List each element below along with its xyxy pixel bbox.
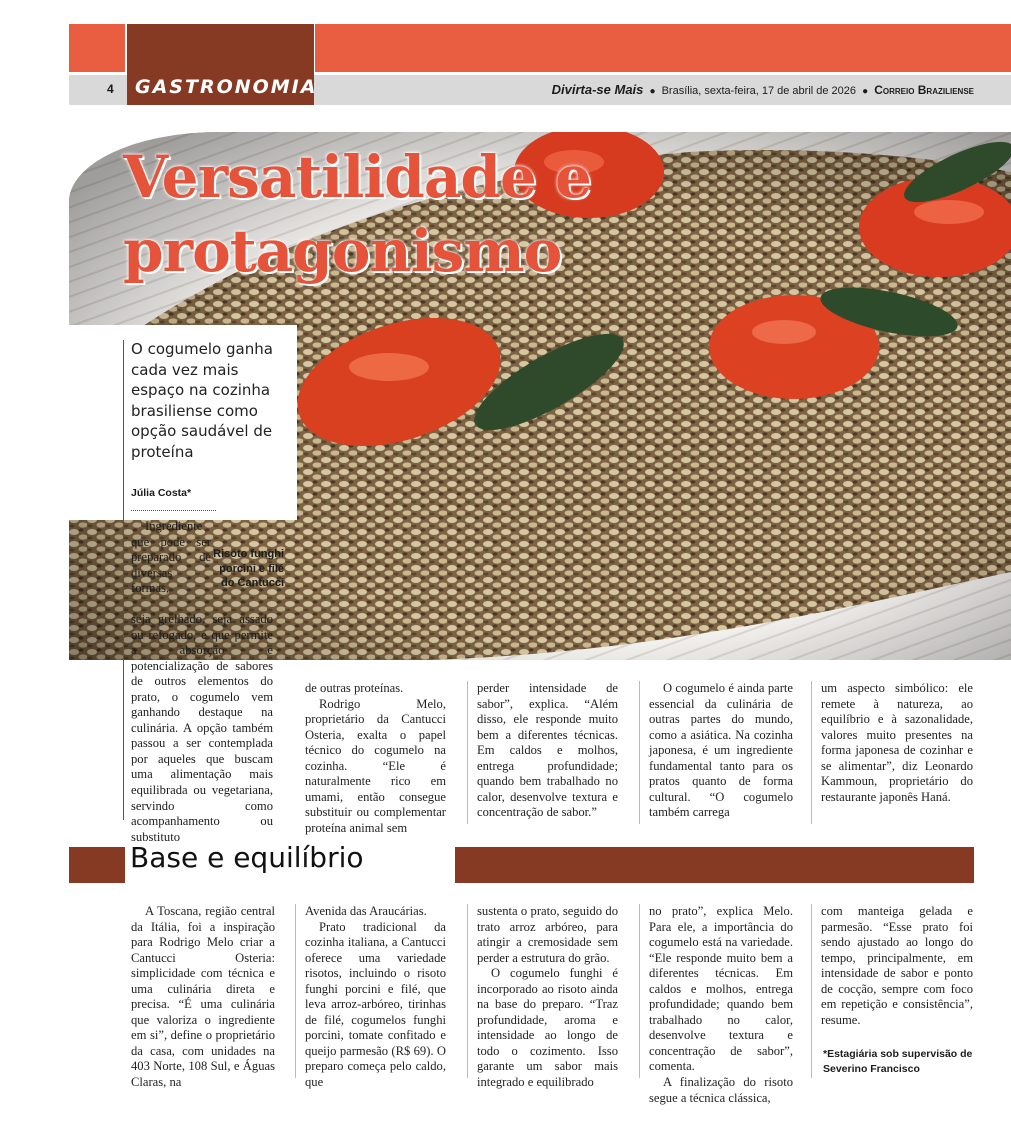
column-divider <box>467 681 468 824</box>
byline-divider <box>131 510 216 511</box>
text-column-b4 <box>649 904 793 1106</box>
bullet-icon: ● <box>649 86 656 97</box>
publication-name: Correio Braziliense <box>874 83 974 97</box>
paragraph: no prato”, explica Melo. Para ele, a importância do cogumelo está na variedade. “Ele responde muito bem a diferentes técnicas. Em caldos e molhos, entrega profundidade; quando bem trabalhado no calor, desenvolve textura e concentração de sabor”, comenta. <box>649 904 793 1074</box>
paragraph: um aspecto simbólico: ele remete à natureza, ao equilíbrio e à sazonalidade, valores muito presentes na forma japonesa de cozinhar e se alimentar”, diz Leonardo Kammoun, proprietário do restaurante japonês Haná. <box>821 681 973 804</box>
paragraph: sustenta o prato, seguido do trato arroz arbóreo, para atingir a cremosidade sem perder a estrutura do grão. <box>477 904 618 965</box>
paragraph: Avenida das Araucárias. <box>305 904 427 918</box>
section-subtitle: Base e equilíbrio <box>130 841 364 874</box>
text-column-b1 <box>131 904 275 1091</box>
lede-start: Ingrediente que pode ser preparado de diversas formas, <box>131 519 211 596</box>
dateline-bar <box>552 82 974 97</box>
text-column-3 <box>477 681 618 821</box>
paragraph: A Toscana, região central da Itália, foi a inspiração para Rodrigo Melo criar a Cantucci Osteria: simplicidade com técnica e uma culinária direta e precisa. “É uma culinária que valoriza o ingrediente em si”, define o proprietário da casa, com unidades na 403 Norte, 108 Sul, e Águas Claras, na <box>131 904 275 1090</box>
header-accent-left <box>69 24 125 72</box>
paragraph: Prato tradicional da cozinha italiana, a Cantucci oferece uma variedade risotos, incluindo o risoto funghi porcini e filé, que leva arroz-arbóreo, tirinhas de filé, cogumelos funghi porcini, tomate confitado e queijo parmesão (R$ 69). O preparo começa pelo caldo, que <box>305 919 446 1090</box>
paragraph: de outras proteínas. <box>305 681 404 695</box>
paragraph: com manteiga gelada e parmesão. “Esse prato foi sendo ajustado ao longo do tempo, principalmente, em intensidade de sabor e ponto de cocção, sempre com foco em repetição e consistência”, resume. <box>821 904 973 1027</box>
headline: Versatilidade e protagonismo <box>123 143 591 285</box>
column-divider <box>811 681 812 824</box>
dateline: Brasília, sexta-feira, 17 de abril de 2026 <box>661 85 857 97</box>
subtitle-band-left <box>69 847 125 883</box>
text-column-b2 <box>305 904 446 1091</box>
paragraph: A finalização do risoto segue a técnica clássica, <box>649 1075 793 1105</box>
section-title: GASTRONOMIA <box>135 76 318 98</box>
supplement-name: Divirta-se Mais <box>551 82 644 97</box>
text-column-2 <box>305 681 446 836</box>
photo-caption: Risoto funghi porcini e filé do Cantucci <box>213 548 284 589</box>
subhead: O cogumelo ganha cada vez mais espaço na cozinha brasiliense como opção saudável de proteína <box>131 340 273 461</box>
paragraph: O cogumelo é ainda parte essencial da culinária de outras partes do mundo, como a asiática. Na cozinha japonesa, é um ingrediente fundamental tanto para os pratos quanto de forma cultural. “O cogumelo também carrega <box>649 681 793 820</box>
column-divider <box>467 904 468 1078</box>
header-accent-right <box>315 24 1011 72</box>
column-divider <box>639 681 640 824</box>
byline: Júlia Costa* <box>131 487 192 499</box>
paragraph: perder intensidade de sabor”, explica. “Além disso, ele responde muito bem a diferentes técnicas. Em caldos e molhos, entrega profundidade; quando bem trabalhado no calor, desenvolve textura e concentração de sabor.” <box>477 681 618 820</box>
text-column-4 <box>649 681 793 821</box>
paragraph: Rodrigo Melo, proprietário da Cantucci Osteria, exalta o papel técnico do cogumelo na cozinha. “Ele é naturalmente rico em umami, então consegue substituir ou complementar proteína animal sem <box>305 696 446 835</box>
bullet-icon: ● <box>862 86 869 97</box>
text-column-b5 <box>821 904 973 1028</box>
text-column-5 <box>821 681 973 805</box>
column-divider <box>295 904 296 1078</box>
column-divider <box>811 904 812 1078</box>
author-note: *Estagiária sob supervisão de Severino Francisco <box>823 1048 973 1075</box>
text-column-b3 <box>477 904 618 1091</box>
lede-rest: seja grelhado, seja assado ou refogado, e que permite a absorção e potencialização de sabores de outros elementos do prato, o cogumelo vem ganhando destaque na culinária. A opção também passou a ser contemplada por aqueles que buscam uma alimentação mais equilibrada ou vegetariana, servindo como acompanhamento ou substituto <box>131 612 273 844</box>
column-rule <box>123 340 124 820</box>
subtitle-band-right <box>455 847 974 883</box>
paragraph: O cogumelo funghi é incorporado ao risoto ainda na base do preparo. “Traz profundidade, aroma e intensidade ao longo de todo o cozimento. Isso garante um sabor mais integrado e equilibrado <box>477 966 618 1090</box>
page-number: 4 <box>107 82 114 96</box>
column-divider <box>639 904 640 1078</box>
